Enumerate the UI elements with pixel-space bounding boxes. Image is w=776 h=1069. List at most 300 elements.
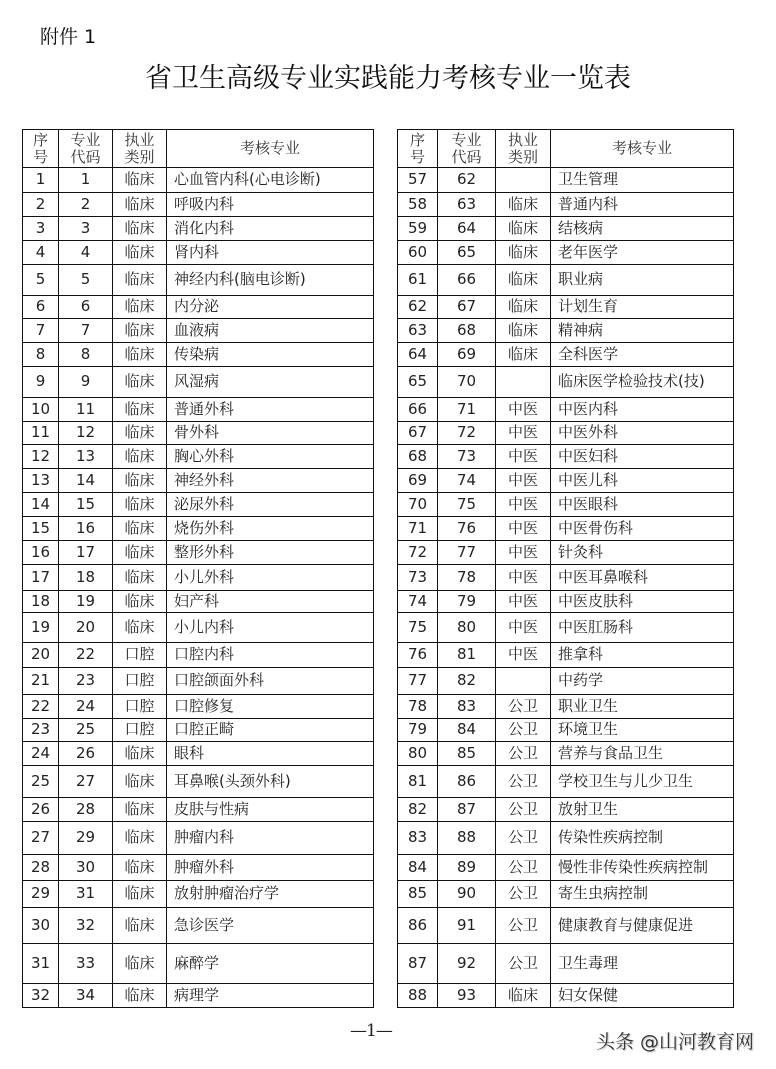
row-specialty-cell: 神经外科 [167,469,374,493]
row-seq-cell: 85 [398,881,438,908]
row-code-cell: 72 [438,422,496,445]
row-code-cell: 22 [59,643,113,668]
row-category-cell: 公卫 [496,944,551,984]
row-seq-cell: 26 [23,798,59,822]
table-row [398,944,734,984]
row-code-cell: 69 [438,343,496,367]
row-category-cell: 中医 [496,541,551,565]
table-row [398,591,734,613]
row-specialty-cell: 神经内科(脑电诊断) [167,265,374,296]
table-row [398,241,734,265]
row-code-cell: 93 [438,984,496,1008]
row-seq-cell: 24 [23,742,59,766]
row-category-cell: 临床 [113,493,167,517]
table-row [23,766,374,798]
row-specialty-cell: 放射肿瘤治疗学 [167,881,374,908]
row-code-cell: 23 [59,668,113,695]
table-row [398,855,734,881]
row-specialty-cell: 中医皮肤科 [551,591,734,613]
row-specialty-cell: 环境卫生 [551,719,734,742]
row-category-cell: 公卫 [496,881,551,908]
row-code-cell: 66 [438,265,496,296]
row-specialty-cell: 传染性疾病控制 [551,822,734,855]
row-specialty-cell: 中医外科 [551,422,734,445]
row-seq-cell: 71 [398,517,438,541]
table-row [23,798,374,822]
table-row [23,565,374,591]
table-row [23,881,374,908]
row-seq-cell: 79 [398,719,438,742]
row-seq-cell: 57 [398,168,438,193]
row-specialty-cell: 学校卫生与儿少卫生 [551,766,734,798]
row-code-cell: 9 [59,367,113,398]
row-code-cell: 2 [59,193,113,217]
row-code-cell: 89 [438,855,496,881]
row-category-cell: 临床 [113,984,167,1008]
row-specialty-cell: 普通内科 [551,193,734,217]
row-specialty-cell: 传染病 [167,343,374,367]
row-code-cell: 25 [59,719,113,742]
header-category: 执业 类别 [496,130,551,168]
row-category-cell [496,367,551,398]
row-seq-cell: 13 [23,469,59,493]
row-code-cell: 11 [59,398,113,422]
row-code-cell: 33 [59,944,113,984]
table-row [23,855,374,881]
table-row [23,695,374,719]
row-category-cell: 中医 [496,398,551,422]
row-seq-cell: 31 [23,944,59,984]
row-code-cell: 70 [438,367,496,398]
row-code-cell: 3 [59,217,113,241]
table-row [23,445,374,469]
left-table-body [23,168,374,1008]
row-code-cell: 7 [59,319,113,343]
row-category-cell: 临床 [113,908,167,944]
row-specialty-cell: 内分泌 [167,296,374,319]
row-code-cell: 29 [59,822,113,855]
row-category-cell: 临床 [113,296,167,319]
row-code-cell: 27 [59,766,113,798]
row-category-cell: 临床 [113,217,167,241]
table-row [398,742,734,766]
row-specialty-cell: 心血管内科(心电诊断) [167,168,374,193]
row-specialty-cell: 眼科 [167,742,374,766]
row-seq-cell: 78 [398,695,438,719]
table-row [398,296,734,319]
row-category-cell: 口腔 [113,668,167,695]
row-category-cell: 临床 [113,398,167,422]
table-row [398,217,734,241]
row-specialty-cell: 皮肤与性病 [167,798,374,822]
table-row [398,668,734,695]
row-code-cell: 85 [438,742,496,766]
row-category-cell: 公卫 [496,695,551,719]
page-title: 省卫生高级专业实践能力考核专业一览表 [145,63,631,94]
row-code-cell: 71 [438,398,496,422]
row-seq-cell: 20 [23,643,59,668]
row-seq-cell: 14 [23,493,59,517]
row-code-cell: 82 [438,668,496,695]
row-specialty-cell: 职业卫生 [551,695,734,719]
row-category-cell: 临床 [113,855,167,881]
row-code-cell: 31 [59,881,113,908]
row-category-cell: 临床 [113,798,167,822]
row-code-cell: 1 [59,168,113,193]
row-code-cell: 83 [438,695,496,719]
left-specialty-table [22,129,374,1008]
table-row [23,469,374,493]
table-row [398,798,734,822]
row-specialty-cell: 结核病 [551,217,734,241]
table-row [23,367,374,398]
row-code-cell: 5 [59,265,113,296]
row-code-cell: 80 [438,613,496,643]
row-seq-cell: 69 [398,469,438,493]
table-row [23,398,374,422]
row-seq-cell: 32 [23,984,59,1008]
table-row [398,822,734,855]
row-code-cell: 63 [438,193,496,217]
row-code-cell: 86 [438,766,496,798]
table-row [23,643,374,668]
table-row [398,193,734,217]
row-specialty-cell: 耳鼻喉(头颈外科) [167,766,374,798]
row-category-cell: 临床 [113,168,167,193]
table-row [23,493,374,517]
table-row [23,217,374,241]
row-category-cell: 中医 [496,469,551,493]
row-specialty-cell: 肾内科 [167,241,374,265]
row-specialty-cell: 中医儿科 [551,469,734,493]
row-category-cell: 临床 [496,241,551,265]
row-seq-cell: 81 [398,766,438,798]
row-category-cell: 临床 [113,881,167,908]
table-row [398,695,734,719]
row-code-cell: 74 [438,469,496,493]
table-row [23,343,374,367]
row-category-cell: 临床 [496,193,551,217]
table-row [23,296,374,319]
row-seq-cell: 18 [23,591,59,613]
table-row [398,719,734,742]
row-specialty-cell: 全科医学 [551,343,734,367]
row-code-cell: 79 [438,591,496,613]
row-specialty-cell: 放射卫生 [551,798,734,822]
row-seq-cell: 21 [23,668,59,695]
row-code-cell: 28 [59,798,113,822]
table-row [398,367,734,398]
row-seq-cell: 72 [398,541,438,565]
row-specialty-cell: 口腔内科 [167,643,374,668]
row-seq-cell: 75 [398,613,438,643]
row-seq-cell: 73 [398,565,438,591]
row-category-cell: 中医 [496,643,551,668]
row-seq-cell: 29 [23,881,59,908]
row-specialty-cell: 消化内科 [167,217,374,241]
row-code-cell: 62 [438,168,496,193]
row-seq-cell: 17 [23,565,59,591]
row-specialty-cell: 中医骨伤科 [551,517,734,541]
table-header-row [398,130,734,168]
table-row [23,319,374,343]
table-row [398,168,734,193]
row-seq-cell: 23 [23,719,59,742]
table-row [398,422,734,445]
row-seq-cell: 9 [23,367,59,398]
row-category-cell: 公卫 [496,822,551,855]
row-category-cell: 临床 [113,319,167,343]
row-category-cell: 临床 [496,984,551,1008]
table-row [398,517,734,541]
row-category-cell: 中医 [496,493,551,517]
row-specialty-cell: 中医妇科 [551,445,734,469]
row-code-cell: 34 [59,984,113,1008]
table-row [398,766,734,798]
row-specialty-cell: 呼吸内科 [167,193,374,217]
table-row [23,984,374,1008]
row-code-cell: 75 [438,493,496,517]
row-specialty-cell: 中医耳鼻喉科 [551,565,734,591]
table-row [23,668,374,695]
row-code-cell: 92 [438,944,496,984]
table-row [23,422,374,445]
row-code-cell: 24 [59,695,113,719]
row-category-cell: 公卫 [496,855,551,881]
row-seq-cell: 83 [398,822,438,855]
row-specialty-cell: 口腔正畸 [167,719,374,742]
row-seq-cell: 62 [398,296,438,319]
row-category-cell: 中医 [496,517,551,541]
table-row [23,742,374,766]
row-category-cell [496,668,551,695]
table-row [398,265,734,296]
row-category-cell: 临床 [113,766,167,798]
row-category-cell: 公卫 [496,766,551,798]
row-specialty-cell: 中药学 [551,668,734,695]
row-code-cell: 26 [59,742,113,766]
table-row [398,445,734,469]
row-code-cell: 18 [59,565,113,591]
row-specialty-cell: 健康教育与健康促进 [551,908,734,944]
page-number: —1— [350,1021,392,1041]
row-seq-cell: 63 [398,319,438,343]
header-code: 专业 代码 [438,130,496,168]
row-specialty-cell: 老年医学 [551,241,734,265]
row-category-cell: 临床 [113,343,167,367]
row-code-cell: 68 [438,319,496,343]
row-seq-cell: 60 [398,241,438,265]
table-row [398,398,734,422]
row-specialty-cell: 推拿科 [551,643,734,668]
row-code-cell: 91 [438,908,496,944]
row-seq-cell: 64 [398,343,438,367]
row-seq-cell: 22 [23,695,59,719]
table-row [398,565,734,591]
table-row [23,908,374,944]
row-category-cell: 中医 [496,422,551,445]
row-seq-cell: 16 [23,541,59,565]
row-code-cell: 16 [59,517,113,541]
header-seq: 序 号 [23,130,59,168]
row-code-cell: 78 [438,565,496,591]
table-row [23,541,374,565]
row-code-cell: 73 [438,445,496,469]
row-category-cell: 临床 [113,565,167,591]
row-seq-cell: 6 [23,296,59,319]
row-category-cell: 临床 [113,944,167,984]
row-seq-cell: 74 [398,591,438,613]
row-category-cell: 中医 [496,445,551,469]
row-code-cell: 30 [59,855,113,881]
row-category-cell: 临床 [113,742,167,766]
row-seq-cell: 27 [23,822,59,855]
row-specialty-cell: 烧伤外科 [167,517,374,541]
row-seq-cell: 5 [23,265,59,296]
row-seq-cell: 80 [398,742,438,766]
row-seq-cell: 58 [398,193,438,217]
row-category-cell: 公卫 [496,719,551,742]
row-code-cell: 8 [59,343,113,367]
row-category-cell: 临床 [113,591,167,613]
table-row [23,193,374,217]
row-specialty-cell: 肿瘤内科 [167,822,374,855]
row-category-cell: 临床 [113,541,167,565]
row-category-cell: 口腔 [113,643,167,668]
row-seq-cell: 61 [398,265,438,296]
row-seq-cell: 59 [398,217,438,241]
row-seq-cell: 15 [23,517,59,541]
row-category-cell: 临床 [113,241,167,265]
row-code-cell: 13 [59,445,113,469]
row-code-cell: 20 [59,613,113,643]
row-category-cell: 公卫 [496,742,551,766]
row-code-cell: 6 [59,296,113,319]
attachment-label: 附件 1 [40,26,97,48]
row-specialty-cell: 麻醉学 [167,944,374,984]
row-specialty-cell: 风湿病 [167,367,374,398]
row-seq-cell: 30 [23,908,59,944]
row-specialty-cell: 整形外科 [167,541,374,565]
row-category-cell: 公卫 [496,908,551,944]
row-code-cell: 32 [59,908,113,944]
row-specialty-cell: 中医内科 [551,398,734,422]
row-category-cell: 口腔 [113,695,167,719]
row-category-cell: 中医 [496,565,551,591]
row-specialty-cell: 小儿外科 [167,565,374,591]
row-category-cell: 临床 [113,613,167,643]
row-seq-cell: 12 [23,445,59,469]
row-seq-cell: 4 [23,241,59,265]
row-category-cell: 临床 [113,822,167,855]
row-specialty-cell: 肿瘤外科 [167,855,374,881]
row-category-cell: 临床 [496,265,551,296]
row-seq-cell: 1 [23,168,59,193]
row-seq-cell: 76 [398,643,438,668]
row-seq-cell: 66 [398,398,438,422]
row-seq-cell: 25 [23,766,59,798]
table-row [23,265,374,296]
table-row [398,319,734,343]
row-category-cell: 公卫 [496,798,551,822]
row-specialty-cell: 职业病 [551,265,734,296]
row-seq-cell: 70 [398,493,438,517]
table-row [23,517,374,541]
row-seq-cell: 3 [23,217,59,241]
row-code-cell: 88 [438,822,496,855]
row-code-cell: 17 [59,541,113,565]
row-seq-cell: 10 [23,398,59,422]
row-code-cell: 14 [59,469,113,493]
row-category-cell: 临床 [496,217,551,241]
row-category-cell: 中医 [496,591,551,613]
row-specialty-cell: 口腔修复 [167,695,374,719]
header-category: 执业 类别 [113,130,167,168]
header-specialty: 考核专业 [167,130,374,168]
row-seq-cell: 11 [23,422,59,445]
table-row [23,719,374,742]
row-specialty-cell: 卫生毒理 [551,944,734,984]
row-code-cell: 81 [438,643,496,668]
row-specialty-cell: 营养与食品卫生 [551,742,734,766]
row-specialty-cell: 病理学 [167,984,374,1008]
row-seq-cell: 84 [398,855,438,881]
row-code-cell: 19 [59,591,113,613]
table-row [398,493,734,517]
row-category-cell [496,168,551,193]
row-specialty-cell: 小儿内科 [167,613,374,643]
row-code-cell: 76 [438,517,496,541]
table-header-row [23,130,374,168]
row-seq-cell: 19 [23,613,59,643]
row-seq-cell: 8 [23,343,59,367]
right-specialty-table [397,129,734,1008]
row-code-cell: 77 [438,541,496,565]
row-code-cell: 64 [438,217,496,241]
row-specialty-cell: 普通外科 [167,398,374,422]
row-specialty-cell: 慢性非传染性疾病控制 [551,855,734,881]
row-seq-cell: 87 [398,944,438,984]
row-specialty-cell: 中医眼科 [551,493,734,517]
row-code-cell: 15 [59,493,113,517]
row-category-cell: 口腔 [113,719,167,742]
row-code-cell: 67 [438,296,496,319]
table-row [23,944,374,984]
row-specialty-cell: 精神病 [551,319,734,343]
row-seq-cell: 67 [398,422,438,445]
row-code-cell: 12 [59,422,113,445]
row-code-cell: 90 [438,881,496,908]
table-row [398,643,734,668]
table-row [398,881,734,908]
header-seq: 序 号 [398,130,438,168]
row-seq-cell: 88 [398,984,438,1008]
row-specialty-cell: 临床医学检验技术(技) [551,367,734,398]
row-category-cell: 中医 [496,613,551,643]
table-row [398,541,734,565]
row-code-cell: 87 [438,798,496,822]
header-code: 专业 代码 [59,130,113,168]
row-category-cell: 临床 [496,296,551,319]
row-category-cell: 临床 [113,517,167,541]
table-row [398,908,734,944]
row-category-cell: 临床 [113,265,167,296]
row-category-cell: 临床 [113,469,167,493]
row-specialty-cell: 中医肛肠科 [551,613,734,643]
watermark: 头条 @山河教育网 [596,1031,755,1053]
row-specialty-cell: 针灸科 [551,541,734,565]
row-specialty-cell: 妇女保健 [551,984,734,1008]
